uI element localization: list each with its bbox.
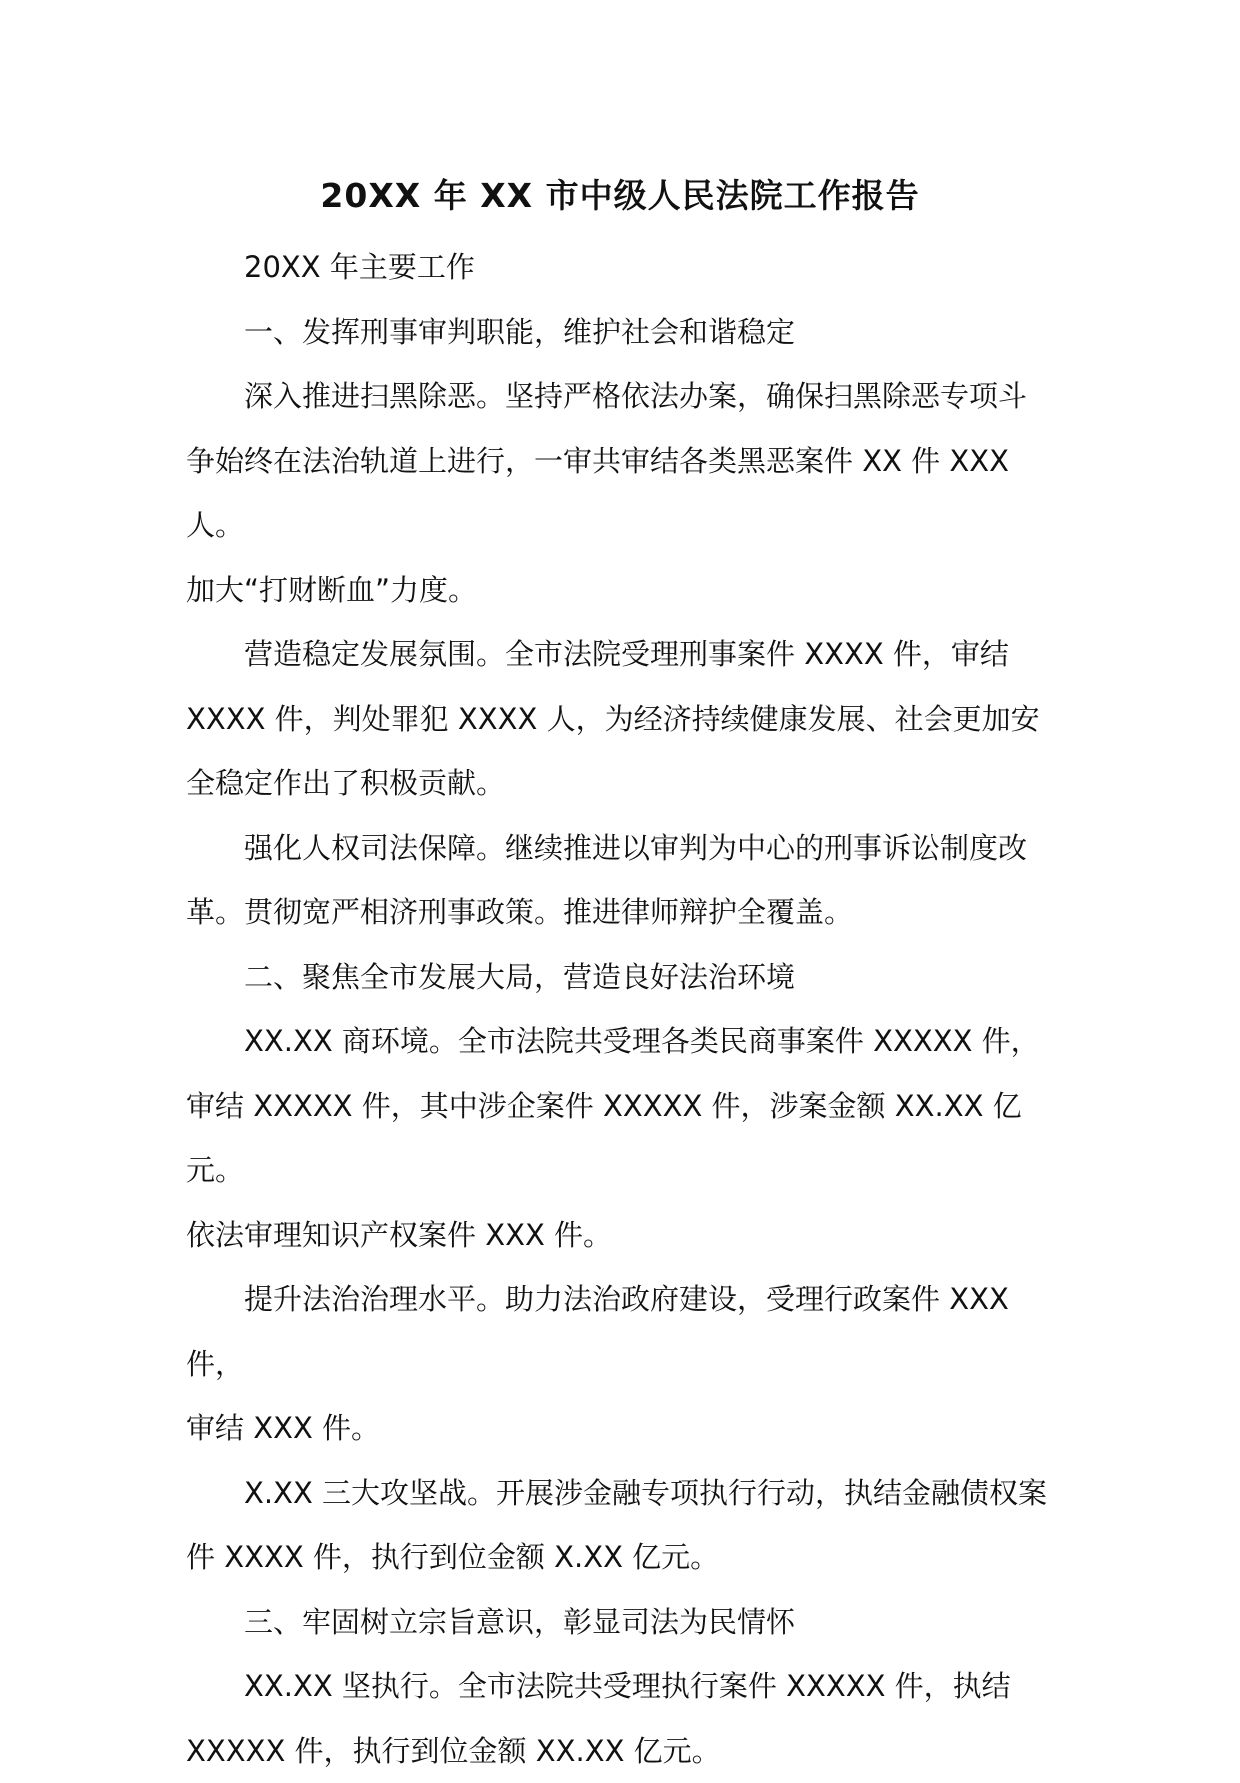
text-line: 提升法治治理水平。助力法治政府建设，受理行政案件 XXX 件，: [186, 1267, 1076, 1396]
text-line: 争始终在法治轨道上进行，一审共审结各类黑恶案件 XX 件 XXX 人。: [186, 429, 1076, 558]
text-line: 强化人权司法保障。继续推进以审判为中心的刑事诉讼制度改: [186, 816, 1076, 881]
text-line: XXXX 件，判处罪犯 XXXX 人，为经济持续健康发展、社会更加安: [186, 687, 1076, 752]
text-line: 20XX 年主要工作: [186, 235, 1076, 300]
text-line: 审结 XXXXX 件，其中涉企案件 XXXXX 件，涉案金额 XX.XX 亿元。: [186, 1074, 1076, 1203]
text-line: 一、发挥刑事审判职能，维护社会和谐稳定: [186, 300, 1076, 365]
text-line: X.XX 三大攻坚战。开展涉金融专项执行行动，执结金融债权案: [186, 1461, 1076, 1526]
text-line: 三、牢固树立宗旨意识，彰显司法为民情怀: [186, 1590, 1076, 1655]
text-line: 革。贯彻宽严相济刑事政策。推进律师辩护全覆盖。: [186, 880, 1076, 945]
text-line: 件 XXXX 件，执行到位金额 X.XX 亿元。: [186, 1525, 1076, 1590]
text-line: XX.XX 商环境。全市法院共受理各类民商事案件 XXXXX 件，: [186, 1009, 1076, 1074]
text-line: 二、聚焦全市发展大局，营造良好法治环境: [186, 945, 1076, 1010]
text-line: 全稳定作出了积极贡献。: [186, 751, 1076, 816]
text-line: XX.XX 坚执行。全市法院共受理执行案件 XXXXX 件，执结: [186, 1654, 1076, 1719]
document-title: 20XX 年 XX 市中级人民法院工作报告: [0, 172, 1240, 220]
text-line: 营造稳定发展氛围。全市法院受理刑事案件 XXXX 件，审结: [186, 622, 1076, 687]
text-line: 加大“打财断血”力度。: [186, 558, 1076, 623]
text-line: 依法审理知识产权案件 XXX 件。: [186, 1203, 1076, 1268]
text-line: 审结 XXX 件。: [186, 1396, 1076, 1461]
text-line: XXXXX 件，执行到位金额 XX.XX 亿元。: [186, 1719, 1076, 1783]
document-body: [186, 235, 1076, 1783]
text-line: 深入推进扫黑除恶。坚持严格依法办案，确保扫黑除恶专项斗: [186, 364, 1076, 429]
